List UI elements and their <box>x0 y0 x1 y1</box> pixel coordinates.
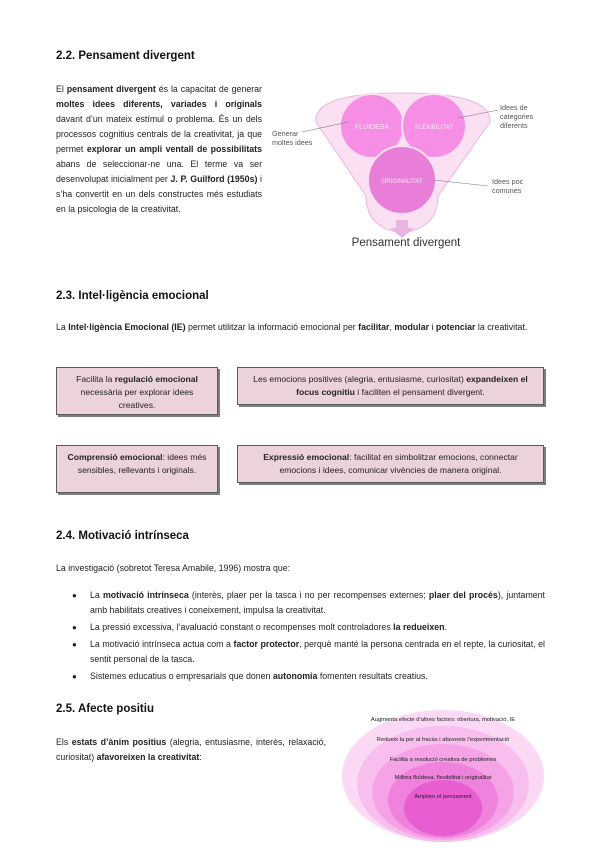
bold-text: potenciar <box>435 322 476 332</box>
right-label-2-line-1: Idees poc <box>492 177 524 186</box>
ring-label-2: Redueix la por al fracàs i afavoreix l’experimentació <box>376 737 510 743</box>
section-heading-2-2: 2.2. Pensament divergent <box>56 50 195 62</box>
text-run: : facilitat en simbolitzar emocions, connectar emocions i idees, comunicar vivències de manera original. <box>279 452 518 475</box>
text-run: , perquè manté la persona centrada en el repte, la curiositat, el sentit personal de la tasca. <box>90 639 545 664</box>
bold-text: expandeixen el focus cognitiu <box>296 374 528 397</box>
circle-label-originalitat: ORIGINALITAT <box>381 179 423 185</box>
text-run: la creativitat. <box>475 322 528 332</box>
text-run: Facilita la <box>76 374 115 384</box>
text-run: . <box>444 622 447 632</box>
text-run: El <box>56 84 67 94</box>
bold-text: regulació emocional <box>114 374 198 384</box>
text-run: La pressió excessiva, l’avaluació constant o recompenses molt controladores <box>90 622 394 632</box>
text-run: Els <box>56 737 72 747</box>
text-run: i s’ha convertit en un dels constructes més estudiats en la psicologia de la creativitat. <box>56 174 262 214</box>
list-item <box>70 588 545 618</box>
text-run: permet utilitzar la informació emocional per <box>185 322 359 332</box>
ring-label-4: Millora fluïdesa, flexibilitat i originalitat <box>394 775 492 781</box>
text-run: : idees més sensibles, rellevants i originals. <box>77 452 207 475</box>
bold-text: plaer del procés <box>428 590 498 600</box>
section-2-2-paragraph <box>56 82 262 217</box>
motivation-bullet-list <box>70 588 545 686</box>
text-run: (interès, plaer per la tasca i no per recompenses externes; <box>188 590 429 600</box>
text-run: i faciliten el pensament divergent. <box>354 387 485 397</box>
bold-text: J. P. Guilford (1950s) <box>170 174 258 184</box>
text-run: Sistemes educatius o empresarials que donen <box>90 671 273 681</box>
bold-text: motivació intrínseca <box>102 590 189 600</box>
text-run: Les emocions positives (alegria, entusiasme, curiositat) <box>253 374 467 384</box>
bold-text: factor protector <box>233 639 300 649</box>
ie-box-expression <box>237 445 544 483</box>
ie-box-positive-emotions <box>237 367 544 405</box>
left-label-line-1: Generar <box>272 129 299 138</box>
bold-text: la redueixen <box>393 622 445 632</box>
text-run: necessària per explorar idees creatives. <box>80 387 194 410</box>
section-2-4-intro <box>56 561 546 576</box>
text-run: La investigació (sobretot Teresa Amabile, 1996) mostra que: <box>56 563 291 573</box>
right-label-1-line-2: categories <box>500 112 534 121</box>
bold-text: explorar un ampli ventall de possibilitats <box>86 144 263 154</box>
bold-text: autonomia <box>272 671 318 681</box>
bold-text: modular <box>394 322 430 332</box>
right-label-2-line-2: comunes <box>492 186 522 195</box>
circle-label-flexibilitat: FLEXIBILITAT <box>415 125 453 131</box>
circle-label-fluidesa: FLUIDESA <box>354 124 390 131</box>
text-run: abans de seleccionar-ne una. El terme va ser desenvolupat inicialment per <box>56 159 262 184</box>
bold-text: moltes idees diferents, variades i originals <box>56 99 262 109</box>
section-2-5-paragraph <box>56 735 326 765</box>
text-run: La motivació intrínseca actua com a <box>90 639 234 649</box>
text-run: , <box>389 322 395 332</box>
ring-5 <box>404 780 482 836</box>
ring-label-5: Amplien el pensament <box>414 794 472 800</box>
ring-label-1: Augmenta efecte d’altres factors: obertura, motivació, IE <box>370 717 516 723</box>
bold-text: facilitar <box>358 322 390 332</box>
section-2-3-paragraph <box>56 320 546 335</box>
ie-box-comprehension <box>56 445 218 493</box>
text-run: (alegria, entusiasme, interès, relaxació, curiositat) <box>56 737 327 762</box>
bold-text: Intel·ligència Emocional (IE) <box>68 322 186 332</box>
bold-text: pensament divergent <box>66 84 156 94</box>
text-run: La <box>90 590 103 600</box>
list-item <box>70 669 545 684</box>
text-run: fomenten resultats creatius. <box>317 671 428 681</box>
text-run: ), juntament amb habilitats creatives i coneixement, impulsa la creativitat. <box>90 590 545 615</box>
left-label-line-2: moltes idees <box>272 138 313 147</box>
text-run: és la capacitat de generar <box>155 84 262 94</box>
divergent-thinking-diagram <box>262 88 562 258</box>
text-run: davant d’un mateix estímul o problema. És un dels processos cognitius centrals de la creativitat, ja que permet <box>56 114 262 154</box>
bold-text: estats d’ànim positius <box>71 737 167 747</box>
bold-text: Expressió emocional <box>263 452 350 462</box>
ring-label-3: Facilita a resolució creativa de problemes <box>389 757 497 763</box>
list-item <box>70 620 545 635</box>
bold-text: Comprensió emocional <box>67 452 163 462</box>
text-run: La <box>56 322 69 332</box>
text-run: : <box>199 752 202 762</box>
right-label-1-line-1: Idees de <box>500 103 528 112</box>
list-item <box>70 637 545 667</box>
text-run: i <box>429 322 436 332</box>
section-heading-2-4: 2.4. Motivació intrínseca <box>56 530 189 542</box>
right-label-1-line-3: diferents <box>500 121 528 130</box>
section-heading-2-5: 2.5. Afecte positiu <box>56 703 154 715</box>
bold-text: afavoreixen la creativitat <box>96 752 200 762</box>
positive-affect-diagram <box>338 706 548 846</box>
ie-box-regulation <box>56 367 218 415</box>
diagram-bottom-label: Pensament divergent <box>351 237 461 249</box>
section-heading-2-3: 2.3. Intel·ligència emocional <box>56 290 209 302</box>
